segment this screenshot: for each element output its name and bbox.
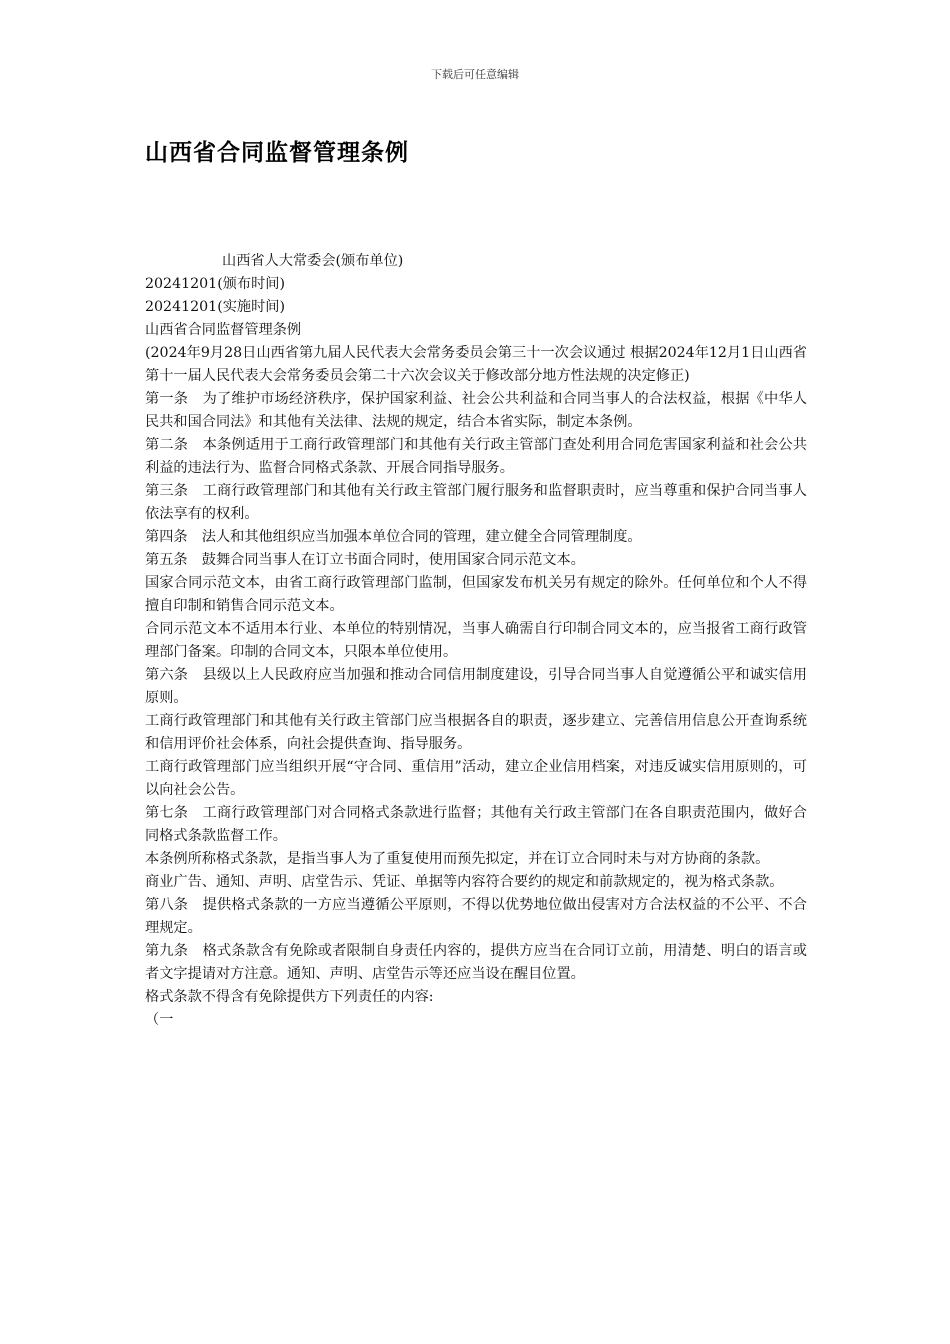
article-6-paragraph: 第六条 县级以上人民政府应当加强和推动合同信用制度建设，引导合同当事人自觉遵循公平和诚实信用原则。 [145,667,807,706]
article-7-clause-2: 本条例所称格式条款，是指当事人为了重复使用而预先拟定，并在订立合同时未与对方协商的条款。 [145,851,770,867]
effective-date-line: 20241201(实施时间) [145,299,286,315]
article-4-paragraph: 第四条 法人和其他组织应当加强本单位合同的管理，建立健全合同管理制度。 [145,529,642,545]
issuer-line: 山西省人大常委会(颁布单位) [222,253,404,269]
article-3-paragraph: 第三条 工商行政管理部门和其他有关行政主管部门履行服务和监督职责时，应当尊重和保护合同当事人依法享有的权利。 [145,483,807,522]
law-name-line: 山西省合同监督管理条例 [145,322,302,338]
article-6-clause-3: 工商行政管理部门应当组织开展“守合同、重信用”活动，建立企业信用档案，对违反诚实信用原则的，可以向社会公告。 [145,759,807,798]
header-note: 下载后可任意编辑 [431,68,519,81]
article-9-item-1-fragment: （一 [145,1012,174,1028]
article-6-clause-2: 工商行政管理部门和其他有关行政主管部门应当根据各自的职责，逐步建立、完善信用信息公开查询系统和信用评价社会体系，向社会提供查询、指导服务。 [145,713,807,752]
document-title: 山西省合同监督管理条例 [145,140,409,166]
article-1-paragraph: 第一条 为了维护市场经济秩序，保护国家利益、社会公共利益和合同当事人的合法权益，根据《中华人民共和国合同法》和其他有关法律、法规的规定，结合本省实际，制定本条例。 [145,391,807,430]
document-body [145,250,807,1032]
article-9-paragraph: 第九条 格式条款含有免除或者限制自身责任内容的，提供方应当在合同订立前，用清楚、明白的语言或者文字提请对方注意。通知、声明、店堂告示等还应当设在醒目位置。 [145,943,807,982]
article-8-paragraph: 第八条 提供格式条款的一方应当遵循公平原则，不得以优势地位做出侵害对方合法权益的不公平、不合理规定。 [145,897,807,936]
article-5-paragraph: 第五条 鼓舞合同当事人在订立书面合同时，使用国家合同示范文本。 [145,552,585,568]
article-7-clause-3: 商业广告、通知、声明、店堂告示、凭证、单据等内容符合要约的规定和前款规定的，视为格式条款。 [145,874,784,890]
article-9-clause-2: 格式条款不得含有免除提供方下列责任的内容: [145,989,434,1005]
preamble-paragraph: (2024年9月28日山西省第九届人民代表大会常务委员会第三十一次会议通过 根据2024年12月1日山西省第十一届人民代表大会常务委员会第二十六次会议关于修改部分地方性法规的决定修正) [145,345,807,384]
article-5-clause-3: 合同示范文本不适用本行业、本单位的特别情况，当事人确需自行印制合同文本的，应当报省工商行政管理部门备案。印制的合同文本，只限本单位使用。 [145,621,807,660]
article-2-paragraph: 第二条 本条例适用于工商行政管理部门和其他有关行政主管部门查处利用合同危害国家利益和社会公共利益的违法行为、监督合同格式条款、开展合同指导服务。 [145,437,807,476]
article-7-paragraph: 第七条 工商行政管理部门对合同格式条款进行监督；其他有关行政主管部门在各自职责范围内，做好合同格式条款监督工作。 [145,805,807,844]
issue-date-line: 20241201(颁布时间) [145,276,286,292]
article-5-clause-2: 国家合同示范文本，由省工商行政管理部门监制，但国家发布机关另有规定的除外。任何单位和个人不得擅自印制和销售合同示范文本。 [145,575,807,614]
